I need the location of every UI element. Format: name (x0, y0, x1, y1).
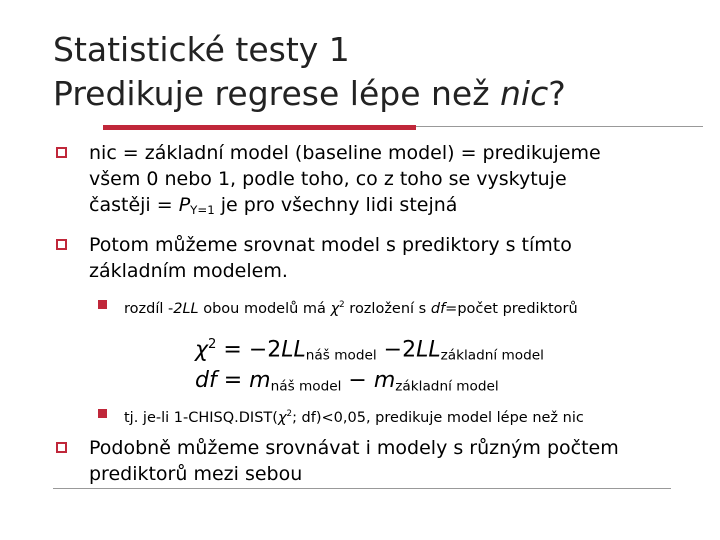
equation-degrees-of-freedom: df = mnáš model − mzákladní model (195, 368, 499, 395)
title-accent-bar (103, 125, 416, 130)
hollow-square-bullet-icon (56, 239, 67, 250)
equation-chi-square: $\chi^2$ = −2LLnáš model −2LLzákladní model (195, 337, 544, 364)
subbullet-chi-square-difference: rozdíl -2LL obou modelů má $\chi^2$ rozložení s df=počet prediktorů (124, 300, 578, 317)
bottom-divider (53, 488, 671, 489)
filled-square-bullet-icon (98, 409, 107, 418)
subbullet-chisq-dist-test: tj. je-li $1-CHISQ.DIST(\chi^2$; df)<0,05, predikuje model lépe než nic (124, 409, 584, 426)
bullet-compare-models: Potom můžeme srovnat model s prediktory s tímto základním modelem. (89, 234, 572, 282)
hollow-square-bullet-icon (56, 147, 67, 158)
title-line-2: Predikuje regrese lépe než nic? (53, 74, 566, 113)
bullet-compare-different-predictors: Podobně můžeme srovnávat i modely s různým počtem prediktorů mezi sebou (89, 437, 619, 485)
title-line-1: Statistické testy 1 (53, 30, 350, 69)
bullet-baseline-model: nic = základní model (baseline model) = predikujeme všem 0 nebo 1, podle toho, co z toho se vyskytuje častěji = PY=1 je pro všechny lidi stejná (89, 142, 601, 217)
filled-square-bullet-icon (98, 300, 107, 309)
hollow-square-bullet-icon (56, 442, 67, 453)
slide-title (53, 28, 566, 116)
